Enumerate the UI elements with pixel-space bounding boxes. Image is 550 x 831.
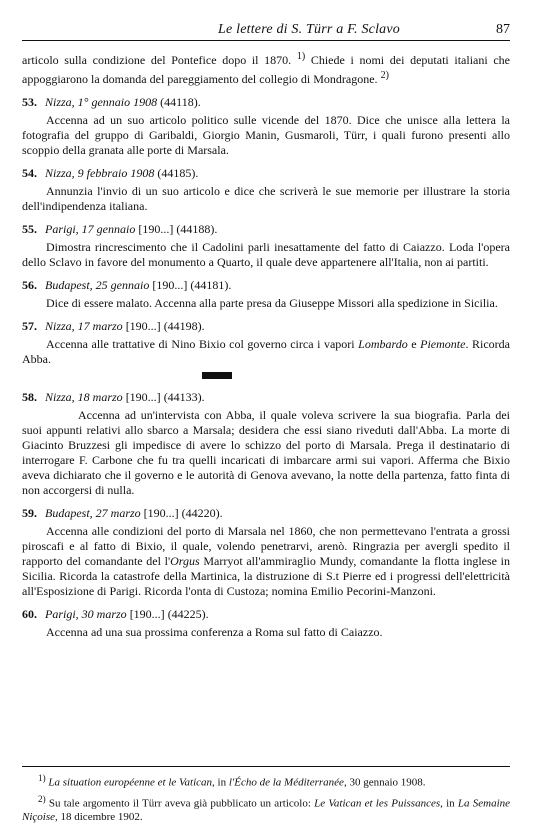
entry-code: (44118). [160, 95, 201, 109]
entry-text-part: e [407, 337, 421, 351]
footnote-title: Le Vatican et les Puissances [314, 797, 441, 810]
entry-year-bracket: [190...] [129, 607, 165, 621]
footnote-text: , in [440, 797, 458, 810]
entry-heading [22, 607, 510, 622]
entry-text: Accenna ad un'intervista con Abba, il quale voleva scrivere la sua biografia. Parla dei suoi appunti relativi allo sbarco a Marsala; desidera che essi siano riveduti dall'Abba. La morte di Giacinto Bruzzesi gli impedisce di avere lo schizzo del porto di Marsala. Prega il destinatario di interrogare F. Carbone che fu tra quelli incaricati di imbarcare armi sui vapori. Afferma che Bixio aveva dichiarato che il governo e le autorità di Genova avevano, la notte della partenza, fatto finta di non accorgersi di nulla. [22, 408, 510, 497]
entry-code: (44225). [167, 607, 209, 621]
entry-55 [22, 222, 510, 270]
entry-place-date: Parigi, 30 marzo [45, 607, 127, 621]
page-header [22, 22, 510, 41]
entry-year-bracket: [190...] [152, 278, 188, 292]
entry-year-bracket: [190...] [125, 319, 161, 333]
entry-59 [22, 506, 510, 599]
footnote-title: La situation européenne et le Vatican [48, 776, 213, 789]
entry-place-date: Nizza, 9 febbraio 1908 [45, 166, 155, 180]
entry-text-part: . Ricorda Abba. [22, 337, 510, 366]
entry-number: 57. [22, 319, 37, 333]
footnote-ref-1: 1) [296, 51, 306, 62]
entry-place-date: Nizza, 1° gennaio 1908 [45, 95, 158, 109]
entry-number: 56. [22, 278, 37, 292]
ship-name: Piemonte [420, 337, 466, 351]
entry-text: Dimostra rincrescimento che il Cadolini parli inesattamente del fatto di Caiazzo. Loda l'opera dello Sclavo in favore del monumento a Quarto, il quale deve appartenere all'Italia, non ai partiti. [22, 240, 510, 269]
running-title: Le lettere di S. Türr a F. Sclavo [218, 22, 400, 37]
entry-number: 60. [22, 607, 37, 621]
entry-text [22, 337, 510, 382]
footnote-ref-2: 2) [380, 70, 389, 81]
footnote-mark: 2) [38, 793, 46, 804]
footnote-text: , 30 gennaio 1908. [343, 776, 426, 789]
footnote-text: Su tale argomento il Türr aveva già pubblicato un articolo: [48, 797, 315, 810]
intro-line-2: Chiede i nomi dei deputati italiani che appoggiarono la domanda del pareggiamento del collegio di Mondragone. [22, 53, 511, 86]
entry-place-date: Budapest, 25 gennaio [45, 278, 150, 292]
page-number: 87 [495, 22, 510, 37]
entry-number: 55. [22, 222, 37, 236]
entry-heading [22, 95, 510, 110]
entry-year-bracket: [190...] [138, 222, 174, 236]
entry-heading [22, 506, 510, 521]
entry-53 [22, 95, 510, 158]
entry-text-part: Accenna alle trattative di Nino Bixio col governo circa i vapori [46, 337, 359, 351]
entry-year-bracket: [190...] [125, 390, 161, 404]
footnote-publication: La Semaine Niçoise [22, 797, 511, 824]
entry-heading [22, 319, 510, 334]
entry-heading [22, 390, 510, 405]
intro-paragraph [22, 49, 510, 87]
entry-code: (44188). [176, 222, 218, 236]
entry-text: Accenna ad un suo articolo politico sulle vicende del 1870. Dice che unisce alla lettera la fotografia del gruppo di Garibaldi, Giorgio Manin, Gusmaroli, Türr, i quali furono presenti allo scoppio della granata alle porte di Marsala. [22, 113, 510, 157]
entry-heading [22, 222, 510, 237]
entry-place-date: Nizza, 17 marzo [45, 319, 123, 333]
entry-code: (44133). [163, 390, 205, 404]
entry-number: 53. [22, 95, 37, 109]
entry-60 [22, 607, 510, 640]
entry-57 [22, 319, 510, 382]
footnote-text: , in [212, 776, 229, 789]
entry-code: (44185). [157, 166, 199, 180]
entry-code: (44198). [163, 319, 205, 333]
footnote-text: , 18 dicembre 1902. [55, 811, 143, 824]
entry-56 [22, 278, 510, 311]
ship-name: Orgus [170, 554, 200, 568]
page-body [22, 49, 510, 640]
footnote-publication: l'Écho de la Méditerranée [228, 776, 344, 789]
entry-text: Accenna ad una sua prossima conferenza a Roma sul fatto di Caiazzo. [46, 625, 383, 639]
entry-text: Dice di essere malato. Accenna alla parte presa da Giuseppe Missori alla spedizione in Sicilia. [46, 296, 498, 310]
entry-heading [22, 278, 510, 293]
entry-text-part: Marryot all'ammiraglio Mundy, comandante la flotta inglese in Sicilia. Ricorda la catastrofe della Martinica, la distruzione di S.t Pierre ed i progressi dell'elettricità all'Esposizione di Parigi. Ricorda l'onta di Custoza; nomina Emilio Pecorini-Manzoni. [22, 554, 510, 598]
entry-text: Annunzia l'invio di un suo articolo e dice che scriverà le sue memorie per illustrare la storia dell'indipendenza italiana. [22, 184, 510, 213]
entry-number: 54. [22, 166, 37, 180]
entry-number: 59. [22, 506, 37, 520]
intro-line-1: articolo sulla condizione del Pontefice dopo il 1870. [22, 53, 292, 67]
entry-place-date: Nizza, 18 marzo [45, 390, 123, 404]
entry-place-date: Parigi, 17 gennaio [45, 222, 136, 236]
ink-blot-mark [202, 372, 232, 379]
footnote-mark: 1) [38, 773, 46, 783]
entry-heading [22, 166, 510, 181]
entry-place-date: Budapest, 27 marzo [45, 506, 141, 520]
footnotes [22, 766, 510, 826]
footnote-2 [22, 792, 510, 825]
entry-number: 58. [22, 390, 37, 404]
entry-code: (44220). [181, 506, 223, 520]
footnote-1 [22, 771, 510, 790]
entry-58 [22, 390, 510, 498]
ship-name: Lombardo [358, 337, 408, 351]
entry-text-part: Accenna alle condizioni del porto di Marsala nel 1860, che non permettevano l'entrata a grossi piroscafi e al fatto di Bixio, il quale, volendo penetrarvi, arenò. Ringrazia per avergli spedito il rapporto del comandante del l' [22, 524, 510, 568]
entry-code: (44181). [190, 278, 232, 292]
entry-year-bracket: [190...] [143, 506, 179, 520]
entry-54 [22, 166, 510, 214]
entry-text [22, 524, 510, 599]
